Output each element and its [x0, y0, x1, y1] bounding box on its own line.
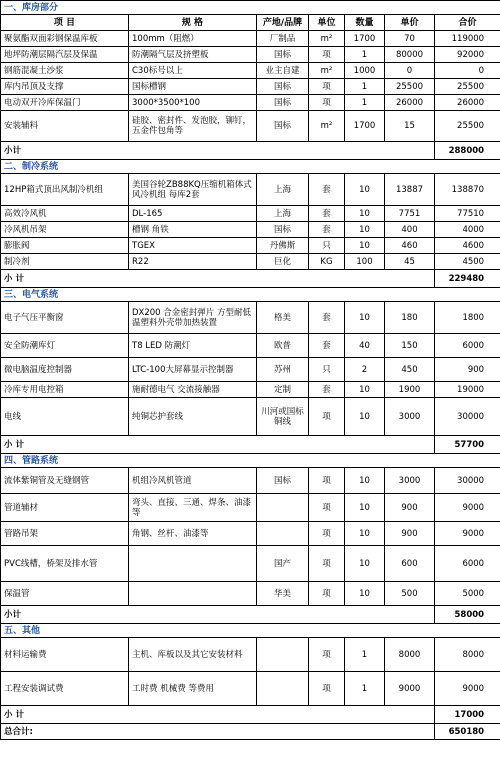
item-spec: 角钢、丝杆、油漆等: [129, 522, 257, 546]
item-qty: 1: [345, 638, 385, 672]
item-qty: 40: [345, 334, 385, 358]
item-qty: 1: [345, 79, 385, 95]
item-qty: 10: [345, 546, 385, 582]
table-row: [1, 174, 500, 206]
item-unit: 套: [309, 174, 345, 206]
item-unit: 套: [309, 302, 345, 334]
item-spec: [129, 546, 257, 582]
table-row: [1, 222, 500, 238]
grand-total-row: [1, 724, 500, 740]
section-title-row: [1, 288, 500, 302]
subtotal-row: [1, 436, 500, 454]
table-row: [1, 638, 500, 672]
subtotal-row: [1, 606, 500, 624]
subtotal-label: 小计: [1, 142, 435, 160]
item-name: 管路吊架: [1, 522, 129, 546]
table-row: [1, 254, 500, 270]
item-price: 80000: [385, 47, 435, 63]
item-qty: 10: [345, 302, 385, 334]
item-origin: 定制: [257, 382, 309, 398]
item-total: 6000: [435, 546, 500, 582]
table-row: [1, 468, 500, 494]
item-total: 26000: [435, 95, 500, 111]
item-qty: 10: [345, 468, 385, 494]
item-origin: 华美: [257, 582, 309, 606]
item-name: 安装辅料: [1, 111, 129, 142]
item-qty: 10: [345, 382, 385, 398]
item-qty: 10: [345, 398, 385, 436]
item-origin: [257, 638, 309, 672]
item-name: 电子气压平衡窗: [1, 302, 129, 334]
item-total: 4500: [435, 254, 500, 270]
item-unit: KG: [309, 254, 345, 270]
item-unit: 套: [309, 382, 345, 398]
subtotal-value: 58000: [435, 606, 500, 624]
item-price: 7751: [385, 206, 435, 222]
item-qty: 10: [345, 494, 385, 522]
item-price: 500: [385, 582, 435, 606]
section-title-row: [1, 1, 500, 15]
table-row: [1, 382, 500, 398]
item-spec: T8 LED 防潮灯: [129, 334, 257, 358]
item-name: 管道辅材: [1, 494, 129, 522]
item-unit: 项: [309, 494, 345, 522]
item-origin: 格美: [257, 302, 309, 334]
item-origin: 厂制品: [257, 31, 309, 47]
section-title: 四、管路系统: [1, 454, 500, 468]
item-name: 材料运输费: [1, 638, 129, 672]
item-total: 9000: [435, 522, 500, 546]
section-title: 二、制冷系统: [1, 160, 500, 174]
item-unit: 套: [309, 222, 345, 238]
item-qty: 1: [345, 672, 385, 706]
item-price: 400: [385, 222, 435, 238]
item-qty: 1: [345, 95, 385, 111]
column-header-origin: 产地/品牌: [257, 15, 309, 31]
item-unit: 项: [309, 47, 345, 63]
item-spec: [129, 582, 257, 606]
item-spec: 防潮隔气层及挤塑板: [129, 47, 257, 63]
item-total: 6000: [435, 334, 500, 358]
item-origin: 上海: [257, 206, 309, 222]
column-header-spec: 规 格: [129, 15, 257, 31]
table-row: [1, 672, 500, 706]
item-price: 150: [385, 334, 435, 358]
item-origin: [257, 522, 309, 546]
item-origin: 业主自建: [257, 63, 309, 79]
item-spec: 100mm（阻燃）: [129, 31, 257, 47]
item-total: 119000: [435, 31, 500, 47]
section-title: 五、其他: [1, 624, 500, 638]
item-total: 30000: [435, 398, 500, 436]
table-row: [1, 582, 500, 606]
subtotal-value: 229480: [435, 270, 500, 288]
column-header-item: 项 目: [1, 15, 129, 31]
table-row: [1, 95, 500, 111]
item-name: 高效冷风机: [1, 206, 129, 222]
item-unit: 只: [309, 238, 345, 254]
item-spec: 硅胶、密封件、发泡胶，铆钉，五金件包角等: [129, 111, 257, 142]
table-row: [1, 31, 500, 47]
item-origin: [257, 494, 309, 522]
item-origin: 苏州: [257, 358, 309, 382]
item-unit: m²: [309, 111, 345, 142]
item-name: 流体紫铜管及无缝钢管: [1, 468, 129, 494]
item-qty: 1000: [345, 63, 385, 79]
item-qty: 10: [345, 238, 385, 254]
table-row: [1, 63, 500, 79]
item-origin: 国标: [257, 47, 309, 63]
item-name: 微电脑温度控制器: [1, 358, 129, 382]
item-unit: 只: [309, 358, 345, 382]
quote-table-body: [1, 1, 500, 740]
item-unit: 项: [309, 398, 345, 436]
item-origin: 国标: [257, 111, 309, 142]
item-name: 库内吊顶及支撑: [1, 79, 129, 95]
item-name: 膨胀阀: [1, 238, 129, 254]
subtotal-label: 小计: [1, 606, 435, 624]
item-qty: 100: [345, 254, 385, 270]
subtotal-label: 小 计: [1, 706, 435, 724]
item-total: 1800: [435, 302, 500, 334]
item-unit: 项: [309, 546, 345, 582]
table-row: [1, 79, 500, 95]
item-price: 180: [385, 302, 435, 334]
item-price: 450: [385, 358, 435, 382]
item-name: 制冷剂: [1, 254, 129, 270]
item-origin: [257, 672, 309, 706]
item-qty: 1700: [345, 31, 385, 47]
item-origin: 国产: [257, 546, 309, 582]
table-row: [1, 111, 500, 142]
item-spec: TGEX: [129, 238, 257, 254]
item-spec: 主机、库板以及其它安装材料: [129, 638, 257, 672]
table-row: [1, 546, 500, 582]
column-header-qty: 数量: [345, 15, 385, 31]
item-unit: 套: [309, 334, 345, 358]
item-origin: 国标: [257, 468, 309, 494]
item-unit: 项: [309, 582, 345, 606]
item-spec: DX200 合金密封弹片 方型耐低温塑料外壳带加热装置: [129, 302, 257, 334]
item-spec: 施耐德电气 交流接触器: [129, 382, 257, 398]
item-total: 77510: [435, 206, 500, 222]
section-title: 三、电气系统: [1, 288, 500, 302]
subtotal-value: 17000: [435, 706, 500, 724]
item-total: 9000: [435, 672, 500, 706]
item-spec: 3000*3500*100: [129, 95, 257, 111]
item-spec: 美国谷轮ZB88KQ压缩机箱体式风冷机组 每库2套: [129, 174, 257, 206]
item-price: 26000: [385, 95, 435, 111]
column-header-row: [1, 15, 500, 31]
item-price: 13887: [385, 174, 435, 206]
item-qty: 2: [345, 358, 385, 382]
item-origin: 国标: [257, 222, 309, 238]
item-name: 钢筋混凝土沙浆: [1, 63, 129, 79]
item-qty: 10: [345, 174, 385, 206]
item-total: 0: [435, 63, 500, 79]
item-name: 工程安装调试费: [1, 672, 129, 706]
item-origin: 丹佛斯: [257, 238, 309, 254]
item-qty: 1700: [345, 111, 385, 142]
subtotal-value: 288000: [435, 142, 500, 160]
item-name: 聚氨酯双面彩钢保温库板: [1, 31, 129, 47]
item-origin: 欧普: [257, 334, 309, 358]
item-price: 8000: [385, 638, 435, 672]
column-header-price: 单价: [385, 15, 435, 31]
grand-total-value: 650180: [435, 724, 500, 740]
item-unit: 项: [309, 95, 345, 111]
item-total: 25500: [435, 79, 500, 95]
item-price: 25500: [385, 79, 435, 95]
section-title: 一、库房部分: [1, 1, 500, 15]
item-unit: m²: [309, 63, 345, 79]
item-price: 460: [385, 238, 435, 254]
item-name: 保温管: [1, 582, 129, 606]
item-total: 4600: [435, 238, 500, 254]
item-name: 冷库专用电控箱: [1, 382, 129, 398]
item-spec: C30标号以上: [129, 63, 257, 79]
item-name: 地坪防潮层隔汽层及保温: [1, 47, 129, 63]
item-unit: 项: [309, 522, 345, 546]
item-price: 70: [385, 31, 435, 47]
item-price: 900: [385, 522, 435, 546]
item-unit: 项: [309, 79, 345, 95]
item-origin: 川河或国标铜线: [257, 398, 309, 436]
item-spec: 机组冷风机管道: [129, 468, 257, 494]
item-name: 安全防潮库灯: [1, 334, 129, 358]
item-spec: 国标槽钢: [129, 79, 257, 95]
item-total: 138870: [435, 174, 500, 206]
section-title-row: [1, 454, 500, 468]
item-price: 600: [385, 546, 435, 582]
item-price: 9000: [385, 672, 435, 706]
table-row: [1, 398, 500, 436]
item-name: 冷风机吊架: [1, 222, 129, 238]
column-header-unit: 单位: [309, 15, 345, 31]
table-row: [1, 522, 500, 546]
item-name: 电动双开冷库保温门: [1, 95, 129, 111]
subtotal-row: [1, 142, 500, 160]
item-unit: 套: [309, 206, 345, 222]
item-total: 9000: [435, 494, 500, 522]
item-price: 900: [385, 494, 435, 522]
item-name: PVC线槽，桥架及排水管: [1, 546, 129, 582]
item-spec: 槽钢 角铁: [129, 222, 257, 238]
item-price: 1900: [385, 382, 435, 398]
item-origin: 国标: [257, 95, 309, 111]
item-spec: R22: [129, 254, 257, 270]
item-price: 0: [385, 63, 435, 79]
subtotal-row: [1, 270, 500, 288]
table-row: [1, 238, 500, 254]
item-total: 30000: [435, 468, 500, 494]
subtotal-label: 小 计: [1, 436, 435, 454]
item-total: 5000: [435, 582, 500, 606]
item-total: 19000: [435, 382, 500, 398]
item-name: 12HP箱式顶出风制冷机组: [1, 174, 129, 206]
item-spec: 纯铜芯护套线: [129, 398, 257, 436]
table-row: [1, 334, 500, 358]
item-total: 4000: [435, 222, 500, 238]
grand-total-label: 总合计:: [1, 724, 435, 740]
item-spec: DL-165: [129, 206, 257, 222]
item-price: 15: [385, 111, 435, 142]
item-origin: 上海: [257, 174, 309, 206]
table-row: [1, 47, 500, 63]
item-total: 8000: [435, 638, 500, 672]
table-row: [1, 206, 500, 222]
item-unit: m²: [309, 31, 345, 47]
item-price: 3000: [385, 398, 435, 436]
section-title-row: [1, 624, 500, 638]
subtotal-label: 小 计: [1, 270, 435, 288]
item-qty: 10: [345, 522, 385, 546]
item-total: 92000: [435, 47, 500, 63]
item-qty: 10: [345, 206, 385, 222]
subtotal-row: [1, 706, 500, 724]
item-unit: 项: [309, 638, 345, 672]
item-origin: 巨化: [257, 254, 309, 270]
item-qty: 1: [345, 47, 385, 63]
item-qty: 10: [345, 222, 385, 238]
table-row: [1, 358, 500, 382]
table-row: [1, 302, 500, 334]
item-spec: 弯头、直接、三通、焊条、油漆等: [129, 494, 257, 522]
item-price: 45: [385, 254, 435, 270]
item-total: 900: [435, 358, 500, 382]
item-total: 25500: [435, 111, 500, 142]
item-spec: 工时费 机械费 等费用: [129, 672, 257, 706]
subtotal-value: 57700: [435, 436, 500, 454]
item-unit: 项: [309, 468, 345, 494]
table-row: [1, 494, 500, 522]
item-origin: 国标: [257, 79, 309, 95]
item-spec: LTC-100大屏幕显示控制器: [129, 358, 257, 382]
section-title-row: [1, 160, 500, 174]
item-name: 电线: [1, 398, 129, 436]
item-qty: 10: [345, 582, 385, 606]
item-unit: 项: [309, 672, 345, 706]
item-price: 3000: [385, 468, 435, 494]
column-header-total: 合价: [435, 15, 500, 31]
